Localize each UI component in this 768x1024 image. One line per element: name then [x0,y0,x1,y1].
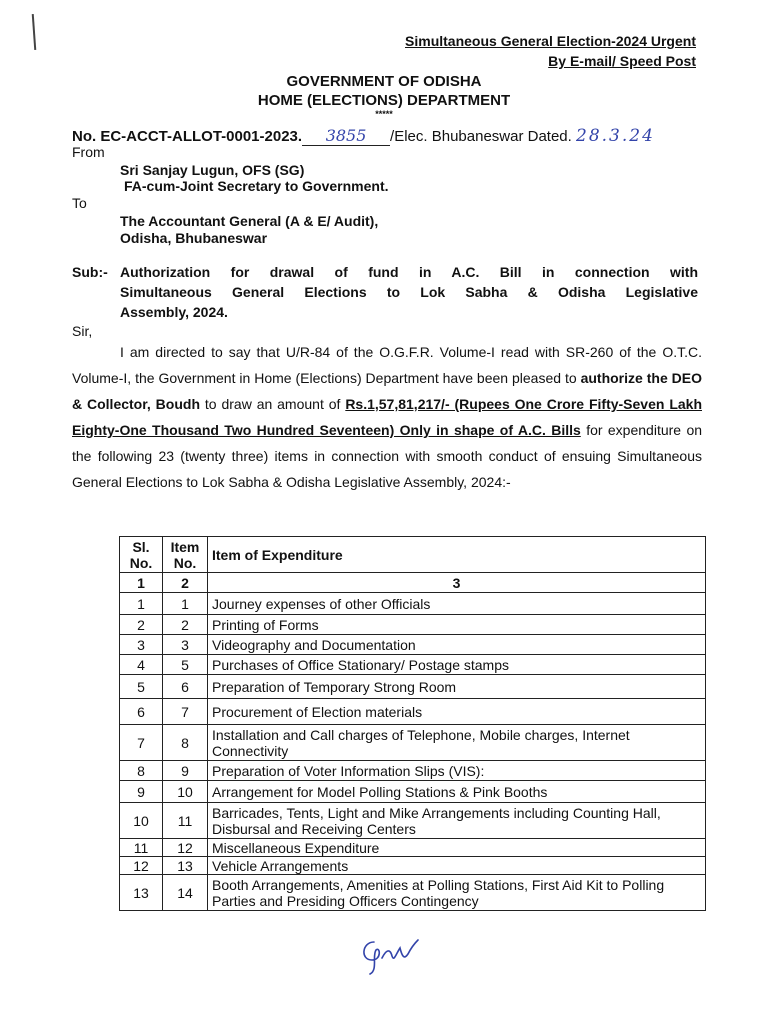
header-stars: ***** [375,109,393,119]
row-desc: Preparation of Voter Information Slips (VIS): [208,761,706,781]
margin-mark [32,14,37,50]
row-desc: Installation and Call charges of Telephone, Mobile charges, Internet Connectivity [208,725,706,761]
header-sl-no: Sl. No. [120,537,163,573]
row-sl: 13 [120,875,163,911]
reference-suffix: /Elec. Bhubaneswar Dated. [390,128,572,145]
row-sl: 10 [120,803,163,839]
to-place: Odisha, Bhubaneswar [120,230,268,246]
salutation: Sir, [72,323,93,339]
reference-date: 28.3.24 [576,126,655,146]
row-sl: 6 [120,699,163,725]
body-purpose: for expenditure on the following 23 (twenty three) items in connection with smooth conduct of ensuing Simultaneous General Elections to Lok Sabha & Odisha Legislative Assembly, 2024:- [72,422,703,490]
body-authorized-officer: authorize the DEO & Collector, Boudh [72,370,702,412]
subject-label: Sub:- [72,264,108,280]
col-number-1: 1 [120,573,163,593]
from-name: Sri Sanjay Lugun, OFS (SG) [120,162,305,178]
row-desc: Printing of Forms [208,615,706,635]
body-paragraph [72,339,702,495]
table-row [120,699,706,725]
reference-prefix: No. EC-ACCT-ALLOT-0001-2023. [72,128,303,145]
row-sl: 9 [120,781,163,803]
row-item: 1 [163,593,208,615]
expenditure-table [119,536,706,911]
row-sl: 7 [120,725,163,761]
col-number-3: 3 [208,573,706,593]
row-item: 3 [163,635,208,655]
subject-line-3: Assembly, 2024. [120,304,228,320]
row-desc: Purchases of Office Stationary/ Postage stamps [208,655,706,675]
row-item: 9 [163,761,208,781]
row-sl: 5 [120,675,163,699]
row-item: 10 [163,781,208,803]
row-item: 7 [163,699,208,725]
table-row [120,839,706,857]
row-desc: Procurement of Election materials [208,699,706,725]
table-row [120,761,706,781]
row-item: 5 [163,655,208,675]
to-name: The Accountant General (A & E/ Audit), [120,213,379,229]
table-row [120,655,706,675]
row-desc: Booth Arrangements, Amenities at Polling Stations, First Aid Kit to Polling Parties and Presiding Officers Contingency [208,875,706,911]
subject-line-1: Authorization for drawal of fund in A.C. Bill in connection with [120,264,698,280]
table-header-row [120,537,706,573]
row-sl: 2 [120,615,163,635]
header-item-of-expenditure: Item of Expenditure [208,537,706,573]
col-number-2: 2 [163,573,208,593]
table-row [120,675,706,699]
body-intro: I am directed to say that U/R-84 of the O.G.F.R. Volume-I read with SR-260 of the O.T.C. Volume-I, the Government in Home (Elections) Department have been pleased to [72,344,702,386]
row-desc: Arrangement for Model Polling Stations & Pink Booths [208,781,706,803]
body-draw-text: to draw an amount of [204,396,341,412]
from-label: From [72,144,105,160]
row-sl: 11 [120,839,163,857]
table-row [120,875,706,911]
signature-initials [356,930,426,978]
table-row [120,725,706,761]
row-item: 12 [163,839,208,857]
row-desc: Journey expenses of other Officials [208,593,706,615]
table-row [120,803,706,839]
row-item: 13 [163,857,208,875]
row-sl: 3 [120,635,163,655]
to-label: To [72,195,87,211]
row-sl: 12 [120,857,163,875]
row-sl: 1 [120,593,163,615]
table-column-number-row [120,573,706,593]
table-row [120,781,706,803]
subject-line-2: Simultaneous General Elections to Lok Sabha & Odisha Legislative [120,284,698,300]
table-row [120,593,706,615]
table-row [120,857,706,875]
table-row [120,615,706,635]
row-desc: Miscellaneous Expenditure [208,839,706,857]
row-desc: Barricades, Tents, Light and Mike Arrangements including Counting Hall, Disbursal and Receiving Centers [208,803,706,839]
table-row [120,635,706,655]
header-item-no: Item No. [163,537,208,573]
row-item: 11 [163,803,208,839]
reference-line [72,126,655,146]
row-item: 6 [163,675,208,699]
row-desc: Vehicle Arrangements [208,857,706,875]
reference-number: 3855 [302,126,390,146]
row-desc: Preparation of Temporary Strong Room [208,675,706,699]
row-item: 14 [163,875,208,911]
government-title: GOVERNMENT OF ODISHA [286,73,482,90]
row-item: 8 [163,725,208,761]
row-item: 2 [163,615,208,635]
from-designation: FA-cum-Joint Secretary to Government. [124,178,389,194]
department-title: HOME (ELECTIONS) DEPARTMENT [257,92,511,109]
row-sl: 8 [120,761,163,781]
dispatch-mode: By E-mail/ Speed Post [548,53,696,69]
urgent-tag: Simultaneous General Election-2024 Urgent [405,33,696,49]
row-sl: 4 [120,655,163,675]
body-amount: Rs.1,57,81,217/- (Rupees One Crore Fifty-Seven Lakh Eighty-One Thousand Two Hundred Seventeen) Only in shape of A.C. Bills [72,396,702,438]
row-desc: Videography and Documentation [208,635,706,655]
